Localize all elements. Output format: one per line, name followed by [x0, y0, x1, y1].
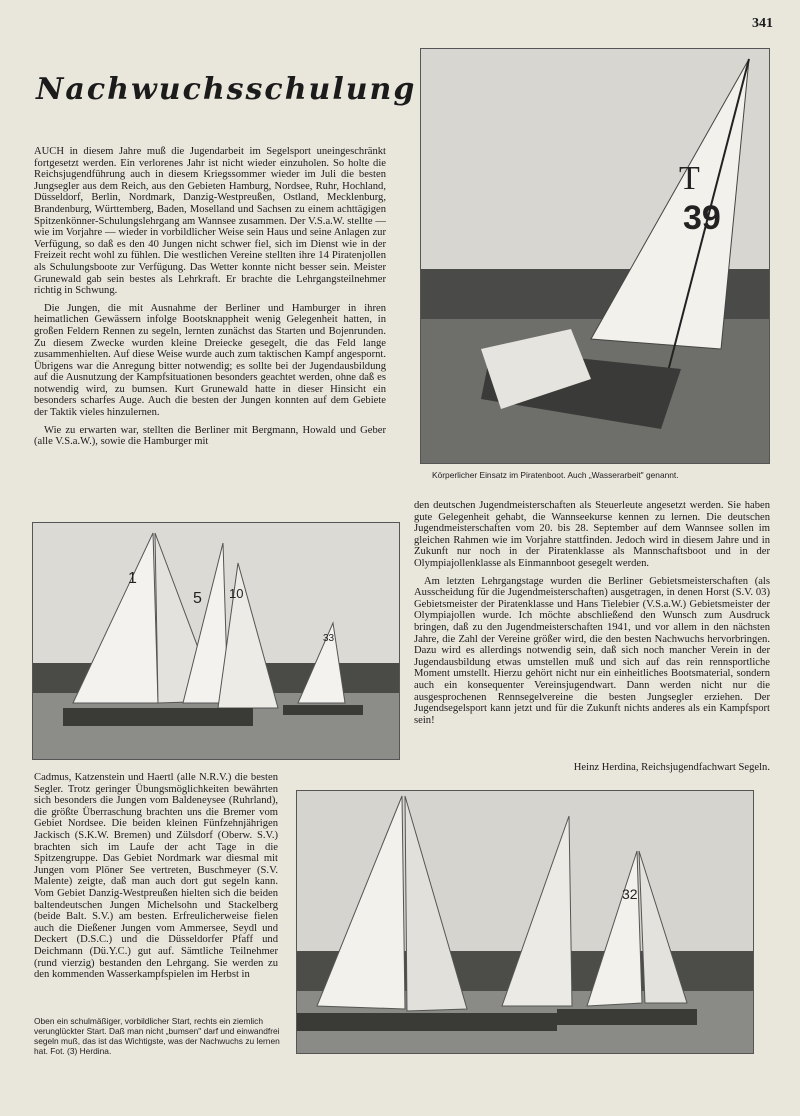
author-signature: Heinz Herdina, Reichsjugendfachwart Segeln. [573, 762, 770, 773]
sail-number-33: 33 [323, 633, 335, 644]
sail-number-10: 10 [229, 586, 244, 601]
paragraph-training: Die Jungen, die mit Ausnahme der Berliner und Hamburger in ihren heimatlichen Gewässern infolge Bootsknappheit wenig Gelegenheit hatten, in großen Feldern Rennen zu segeln, lernten zunächst das Starten und Bojenrunden. Zu diesem Zwecke wurden kleine Dreiecke gesegelt, die das Feld lange zusammenhielten. Auf diese Weise wurde auch zum taktischen Kampf angespornt. Übrigens war die Anregung bitter notwendig; es sollte bei der Jugendausbildung auf die Ausnutzung der Kampfsituationen besonders geachtet werden, ohne daß es notwendig wird, zu bumsen. Kurt Grunewald hatte in dieser Hinsicht ein besonders scharfes Auge. Auch die besten der Jungen konnten auf dem Gebiete der Taktik vieles hinzulernen. [34, 302, 386, 419]
paragraph-intro: AUCH in diesem Jahre muß die Jugendarbeit im Segelsport uneingeschränkt fortgesetzt werden. Ein verlorenes Jahr ist nicht wieder einzuholen. So holte die Reichsjugendführung auch in diesem Kriegssommer wieder im Juli die besten Jungsegler aus dem Reich, aus den Gebieten Hamburg, Nordsee, Ruhr, Hochland, Düsseldorf, Berlin, Nordmark, Danzig-Westpreußen, Ostland, Mecklenburg, Brandenburg, Württemberg, Baden, Moselland und Sachsen zu einem achttägigen Spitzenkönner-Schulungslehrgang am Wannsee zusammen. Der V.S.a.W. stellte — wie im Vorjahre — wieder in vorbildlicher Weise sein Haus und seine Anlagen zur Verfügung, so daß es den 40 Jungen nicht schwer fiel, sich im Dienst wie in der Freizeit recht wohl zu fühlen. Die westlichen Vereine stellten ihre 14 Piratenjollen als Schulungsboote zur Verfügung. Das Wetter konnte nicht besser sein. Meister Grunewald gab sein bestes als Lehrkraft. Er brachte die Lehrgangsteilnehmer richtig in Schwung. [34, 146, 386, 297]
sail-mark-t: T [679, 160, 700, 197]
text-column-left-bottom [34, 772, 278, 981]
caption-bottom-photos: Oben ein schulmäßiger, vorbildlicher Start, rechts ein ziemlich verunglückter Start. Daß man nicht „bumsen" darf und einwandfrei segeln muß, das ist das Wichtigste, was der Nachwuchs zu lernen hat. Fot. (3) Herdina. [34, 1016, 280, 1056]
caption-top-photo: Körperlicher Einsatz im Piratenboot. Auch „Wasserarbeit" genannt. [432, 470, 679, 480]
text-column-left-top [34, 146, 386, 448]
photo-bad-start [296, 790, 754, 1054]
photo-pirate-boat [420, 48, 770, 464]
paragraph-results: Cadmus, Katzenstein und Haertl (alle N.R.V.) die besten Segler. Trotz geringer Übungsmöglichkeiten bewährten sich besonders die Jungen vom Baldeneysee (Ruhrland), die größte Überraschung brachten uns die Bremer vom Gebiet Nordsee. Die beiden kleinen Fünfzehnjährigen Jackisch (S.K.W. Bremen) und Zülsdorf (Oberw. S.V.) brachten sich im Laufe der acht Tage in die Spitzengruppe. Das Gebiet Nordmark war diesmal mit Jungen vom Plöner See vertreten, Buschmeyer (S.V. Malente) zeigte, daß man auch dort gut segeln kann. Vom Gebiet Danzig-Westpreußen hielten sich die beiden baltendeutschen Jungen Michelsohn und Stackelberg (beide Balt. S.V.) am besten. Erfreulicherweise fielen auch die Dießener Jungen vom Ammersee, Seydl und Deckert (D.S.C.) und die Düsseldorfer Pfaff und Deichmann (Dü.Y.C.) gut auf. Sämtliche Teilnehmer (rund vierzig) bestanden den Lehrgang. Sie werden zu den kommenden Wasserkampfspielen im Herbst in [34, 772, 278, 981]
article-title: Nachwuchsschulung [36, 72, 417, 107]
paragraph-championships: den deutschen Jugendmeisterschaften als Steuerleute angesetzt werden. Sie haben gute Gelegenheit gehabt, die Wannseekurse kennen zu lernen. Die deutschen Jugendmeisterschaften vom 20. bis 28. September auf dem Wannsee sollen im gleichen Rahmen wie im Vorjahre stattfinden. Jedoch wird in diesem Jahre und in Zukunft nur noch in der Piratenklasse als Mannschaftsboot und in der Olympiajollenklasse als Einmannboot gesegelt werden. [414, 500, 770, 569]
paragraph-results-start: Wie zu erwarten war, stellten die Berliner mit Bergmann, Howald und Geber (alle V.S.a.W.), sowie die Hamburger mit [34, 424, 386, 448]
page-number: 341 [752, 16, 773, 31]
paragraph-conclusion: Am letzten Lehrgangstage wurden die Berliner Gebietsmeisterschaften (als Ausscheidung für die Jugendmeisterschaften) ausgetragen, in denen Horst (S.V. 03) Gebietsmeister der Piratenklasse und Hans Tielebier (V.S.a.W.) Gebietsmeister der Olympiajollen wurde. Ich möchte abschließend den Wunsch zum Ausdruck bringen, daß zu den Jugendmeisterschaften 1941, und vor allem in den nächsten Jahre, die Zahl der Vereine größer wird, die den besten Nachwuchs hervorbringen. Dazu wird es allerdings notwendig sein, daß sich noch mancher Verein in der Jugendausbildung etwas umstellen muß und sich auf das rein rennsportliche Moment umstellt. Hierzu gehört nicht nur ein einheitliches Bootsmaterial, sondern auch ein konsequenter Vereinsjugendwart. Dann werden nicht nur die ausgesprochenen Rennsegelvereine die besten Jungsegler erziehen. Der Jugendsegelsport kann jetzt und für die Zukunft nichts anderes als ein Kampfsport sein! [414, 575, 770, 726]
sail-number-5: 5 [193, 590, 202, 607]
photo-race-start [32, 522, 400, 760]
sail-number-32: 32 [622, 886, 638, 902]
sail-number-1: 1 [128, 570, 137, 587]
text-column-right [414, 500, 770, 726]
sail-number-39: 39 [683, 199, 721, 237]
